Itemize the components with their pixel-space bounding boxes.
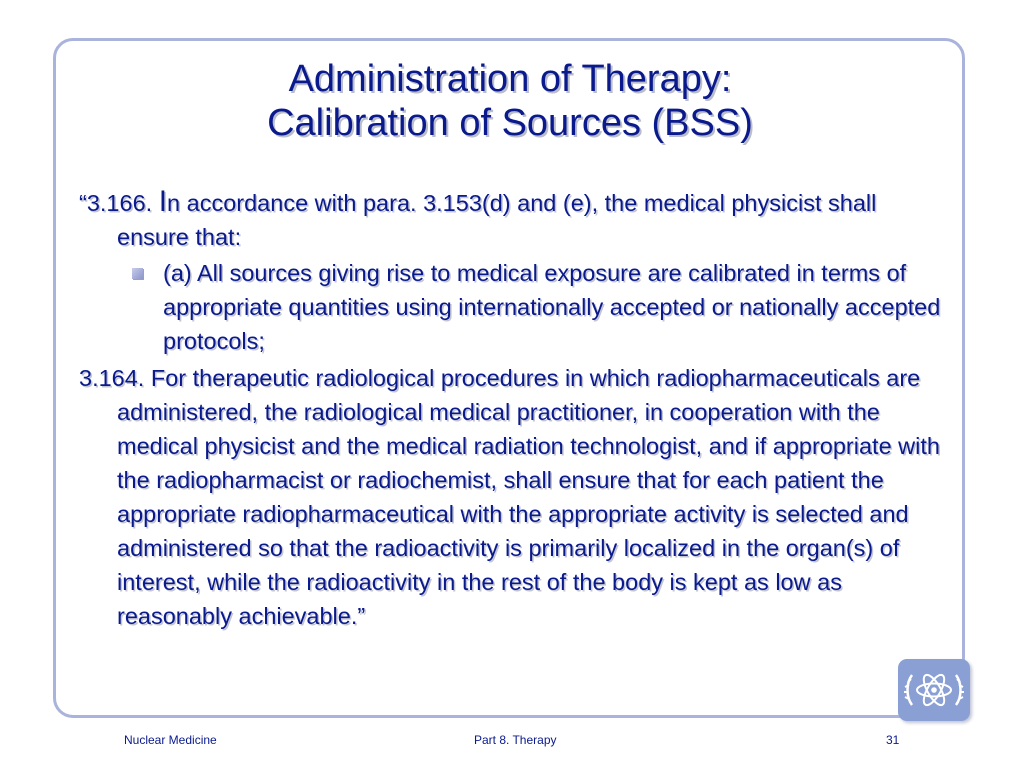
para1-rest: n accordance with para. 3.153(d) and (e), the medical physicist shall ensure that:	[117, 190, 877, 250]
title-line-1: Administration of Therapy:	[288, 58, 732, 100]
square-bullet-icon	[132, 268, 143, 279]
paragraph-3-164: 3.164. For therapeutic radiological procedures in which radiopharmaceuticals are administered, the radiological medical practitioner, in cooperation with the medical physicist and the medical radiation technologist, and if appropriate with the radiopharmacist or radiochemist, shall ensure that for each patient the appropriate radiopharmaceutical with the appropriate activity is selected and administered so that the radioactivity is primarily localized in the organ(s) of interest, while the radioactivity in the rest of the body is kept as low as reasonably achievable.”	[79, 365, 940, 629]
footer-part-name: Part 8. Therapy	[474, 733, 557, 747]
footer-page-number: 31	[886, 733, 900, 747]
slide-title	[60, 57, 960, 145]
slide-body	[79, 185, 949, 633]
bullet-item-a-text: (a) All sources giving rise to medical exposure are calibrated in terms of appropriate quantities using internationally accepted or nationally accepted protocols;	[163, 260, 941, 354]
para1-big-letter: I	[158, 185, 168, 218]
iaea-logo-icon	[898, 659, 970, 721]
bullet-item-a	[79, 256, 949, 358]
footer-course-name: Nuclear Medicine	[124, 733, 217, 747]
para1-prefix: “3.166.	[79, 190, 159, 216]
paragraph-3-166	[79, 185, 949, 254]
title-line-2: Calibration of Sources (BSS)	[267, 102, 753, 144]
